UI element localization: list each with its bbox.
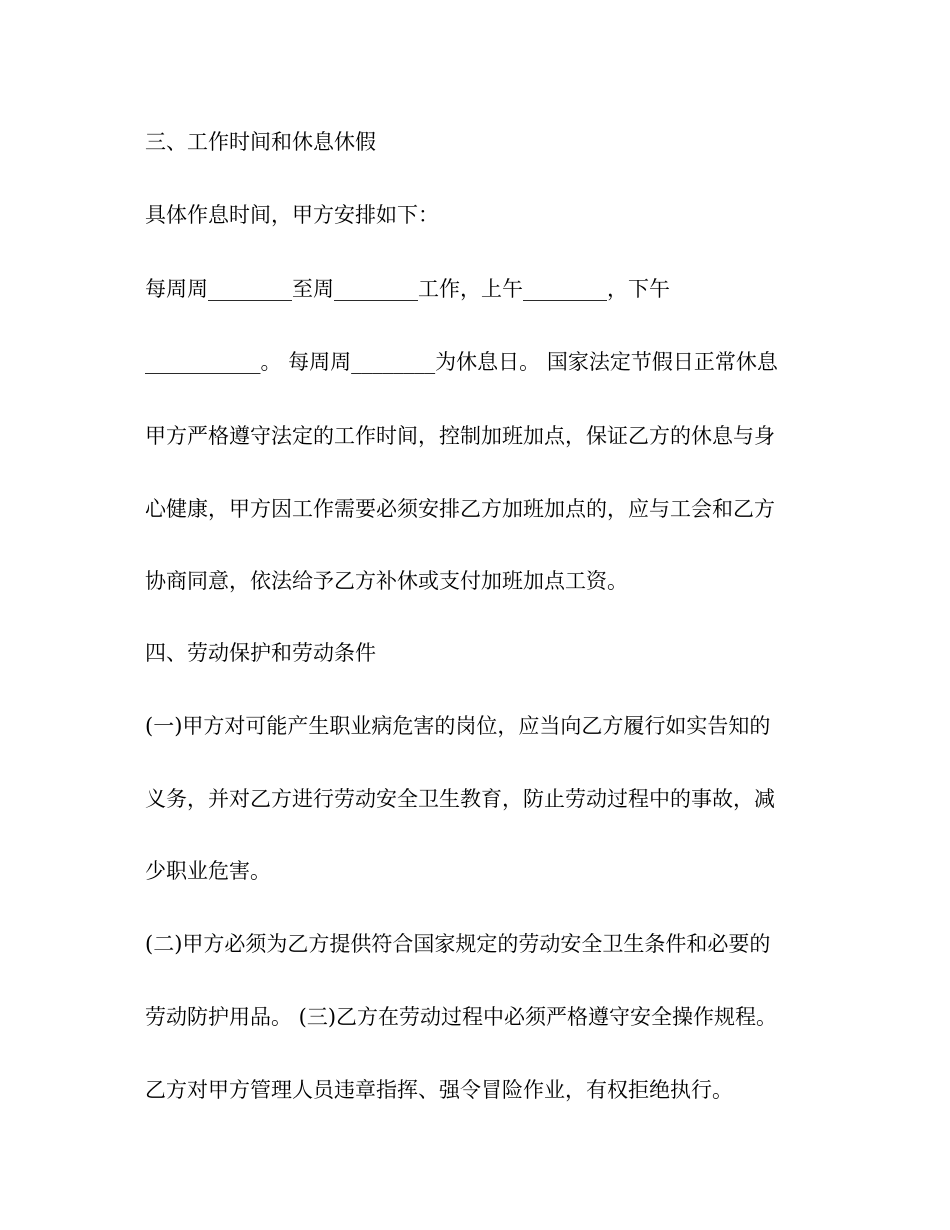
text-line: 少职业危害。: [145, 859, 271, 883]
text-line: 心健康，甲方因工作需要必须安排乙方加班加点的，应与工会和乙方: [145, 497, 775, 521]
text-line: 具体作息时间，甲方安排如下：: [145, 203, 439, 227]
section-heading-labor-protection: 四、劳动保护和劳动条件: [145, 641, 376, 665]
text-line: 每周周________至周________工作，上午________，下午: [145, 277, 670, 301]
text-line: ___________。 每周周________为休息日。 国家法定节假日正常休息: [145, 350, 778, 374]
text-line: (二)甲方必须为乙方提供符合国家规定的劳动安全卫生条件和必要的: [145, 932, 771, 956]
text-line: 甲方严格遵守法定的工作时间，控制加班加点，保证乙方的休息与身: [145, 424, 775, 448]
text-line: 义务，并对乙方进行劳动安全卫生教育，防止劳动过程中的事故，减: [145, 787, 775, 811]
text-line: (一)甲方对可能产生职业病危害的岗位，应当向乙方履行如实告知的: [145, 714, 771, 738]
text-line: 协商同意，依法给予乙方补休或支付加班加点工资。: [145, 569, 628, 593]
text-line: 劳动防护用品。 (三)乙方在劳动过程中必须严格遵守安全操作规程。: [145, 1005, 778, 1029]
section-heading-work-hours: 三、工作时间和休息休假: [145, 130, 376, 154]
text-line: 乙方对甲方管理人员违章指挥、强令冒险作业，有权拒绝执行。: [145, 1078, 733, 1102]
